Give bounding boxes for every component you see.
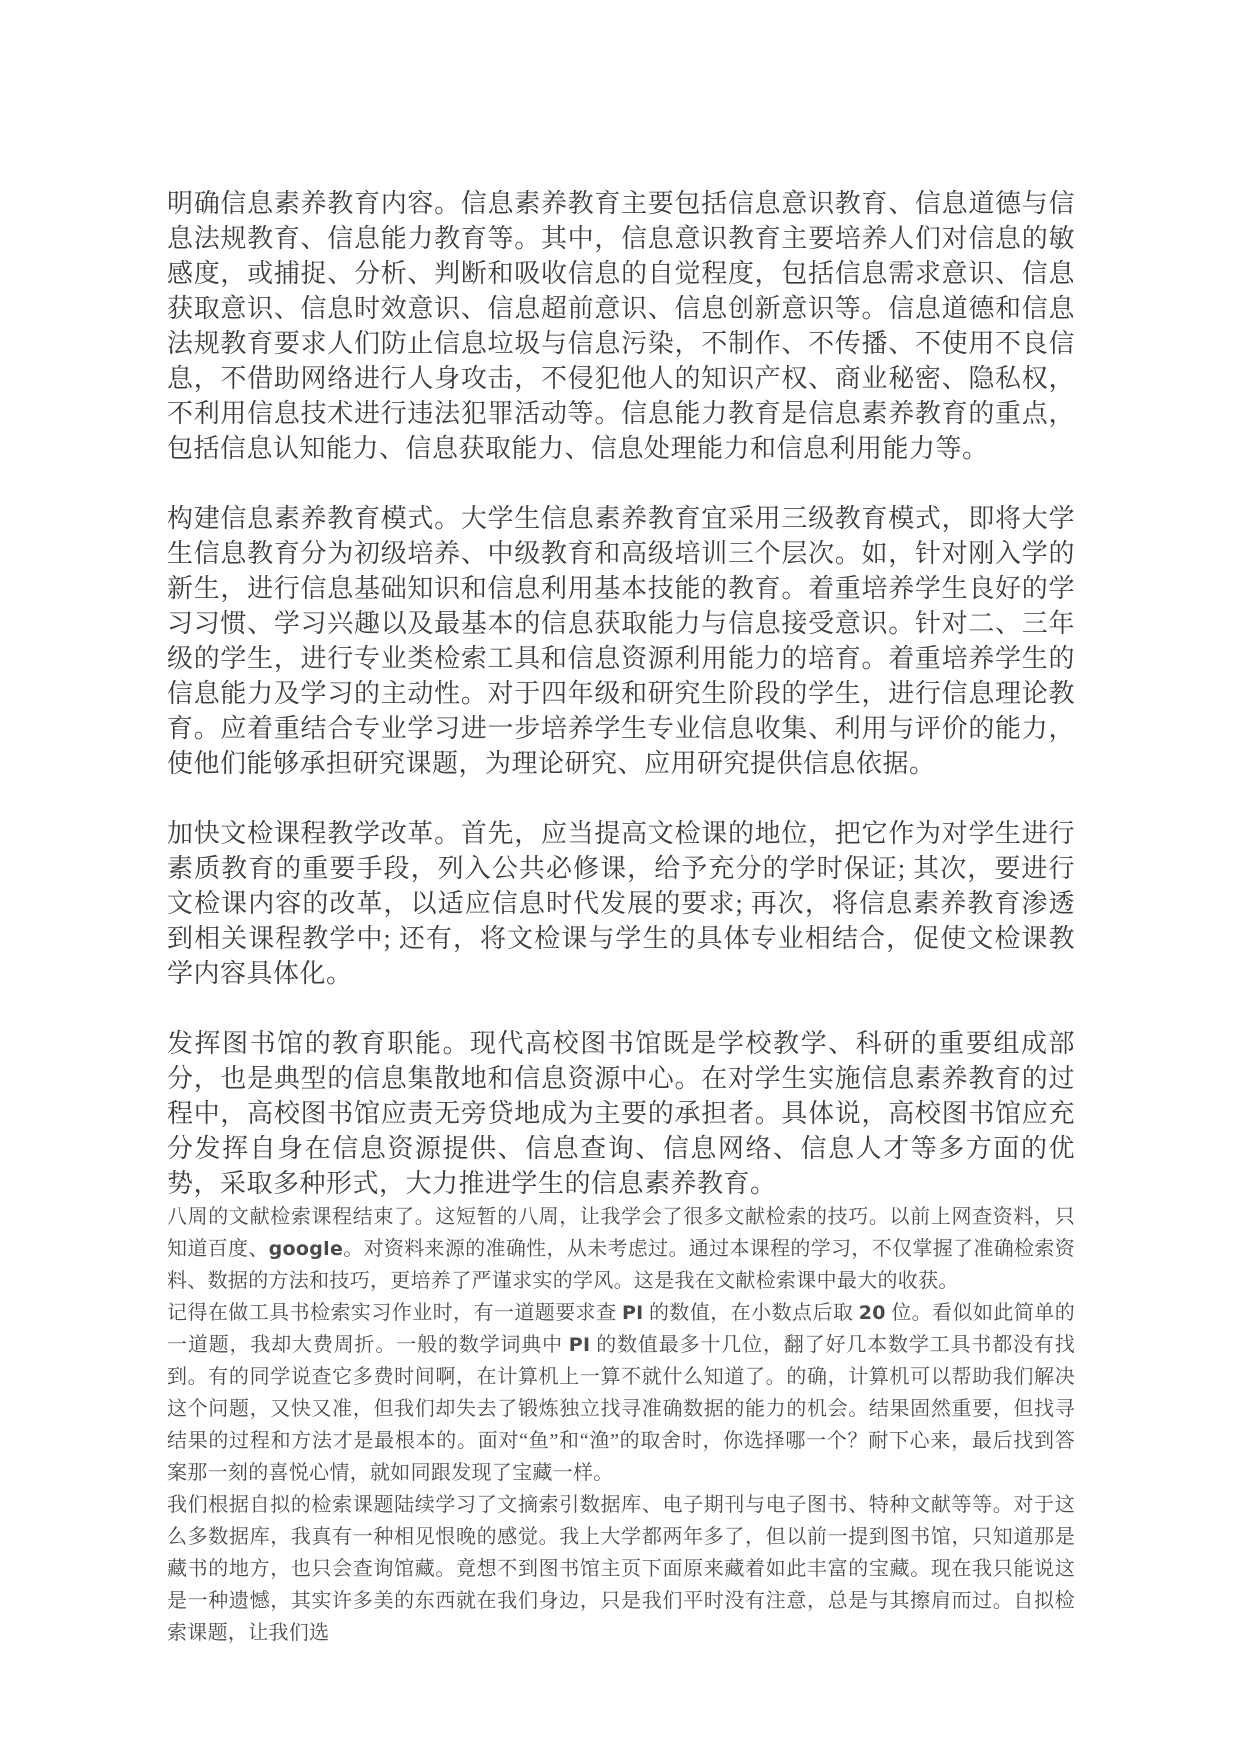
text-segment: 八周的文献检索课程结束了。这短暂的八周，让我学会了很多文献检索的技巧。以前上网查资料，只知道百度、: [167, 1206, 1075, 1260]
text-segment: 。对资料来源的准确性，从未考虑过。通过本课程的学习，不仅掌握了准确检索资料、数据的方法和技巧，更培养了严谨求实的学风。这是我在文献检索课中最大的收获。: [167, 1238, 1075, 1292]
reflection-text-block: [167, 1201, 1075, 1649]
paragraph-education-model: [167, 501, 1075, 781]
paragraph-course-reform: [167, 816, 1075, 991]
text-segment: 的数值最多十几位，翻了好几本数学工具书都没有找到。有的同学说查它多费时间啊，在计算机上一算不就什么知道了。的确，计算机可以帮助我们解决这个问题，又快又准，但我们却失去了锻炼独立找寻准确数据的能力的机会。结果固然重要，但找寻结果的过程和方法才是最根本的。面对“鱼”和“渔”的取舍时，你选择哪一个？耐下心来，最后找到答案那一刻的喜悦心情，就如同跟发现了宝藏一样。: [167, 1334, 1076, 1484]
reflection-paragraph-course-summary: [167, 1201, 1075, 1297]
paragraph-library-role: [167, 1026, 1075, 1201]
text-segment: 发挥图书馆的教育职能。现代高校图书馆既是学校教学、科研的重要组成部分，也是典型的信息集散地和信息资源中心。在对学生实施信息素养教育的过程中，高校图书馆应责无旁贷地成为主要的承担者。具体说，高校图书馆应充分发挥自身在信息资源提供、信息查询、信息网络、信息人才等多方面的优势，采取多种形式，大力推进学生的信息素养教育。: [167, 1029, 1075, 1198]
bold-text-segment: 20: [858, 1302, 886, 1324]
text-segment: 明确信息素养教育内容。信息素养教育主要包括信息意识教育、信息道德与信息法规教育、信息能力教育等。其中，信息意识教育主要培养人们对信息的敏感度，或捕捉、分析、判断和吸收信息的自觉程度，包括信息需求意识、信息获取意识、信息时效意识、信息超前意识、信息创新意识等。信息道德和信息法规教育要求人们防止信息垃圾与信息污染，不制作、不传播、不使用不良信息，不借助网络进行人身攻击，不侵犯他人的知识产权、商业秘密、隐私权，不利用信息技术进行违法犯罪活动等。信息能力教育是信息素养教育的重点，包括信息认知能力、信息获取能力、信息处理能力和信息利用能力等。: [167, 189, 1075, 463]
paragraph-info-literacy-content: [167, 186, 1075, 466]
reflection-paragraph-databases: [167, 1489, 1075, 1649]
bold-text-segment: PI: [568, 1334, 591, 1356]
bold-text-segment: PI: [621, 1302, 644, 1324]
text-segment: 记得在做工具书检索实习作业时，有一道题要求查: [167, 1302, 622, 1324]
reflection-paragraph-pi-search: [167, 1297, 1075, 1489]
text-segment: 的数值，在小数点后取: [643, 1302, 859, 1324]
text-segment: 位。看似如此简单的一道题，我却大费周折。一般的数学词典中: [167, 1302, 1076, 1356]
text-segment: 加快文检课程教学改革。首先，应当提高文检课的地位，把它作为对学生进行素质教育的重要手段，列入公共必修课，给予充分的学时保证; 其次，要进行文检课内容的改革，以适应信息时代发展的要求; 再次，将信息素养教育渗透到相关课程教学中; 还有，将文检课与学生的具体专业相结合，促使文检课教学内容具体化。: [167, 819, 1075, 988]
text-segment: 我们根据自拟的检索课题陆续学习了文摘索引数据库、电子期刊与电子图书、特种文献等等。对于这么多数据库，我真有一种相见恨晚的感觉。我上大学都两年多了，但以前一提到图书馆，只知道那是藏书的地方，也只会查询馆藏。竟想不到图书馆主页下面原来藏着如此丰富的宝藏。现在我只能说这是一种遗憾，其实许多美的东西就在我们身边，只是我们平时没有注意，总是与其擦肩而过。自拟检索课题，让我们选: [167, 1494, 1075, 1644]
main-text-block: [167, 186, 1075, 1201]
bold-text-segment: google: [268, 1238, 344, 1260]
text-segment: 构建信息素养教育模式。大学生信息素养教育宜采用三级教育模式，即将大学生信息教育分为初级培养、中级教育和高级培训三个层次。如，针对刚入学的新生，进行信息基础知识和信息利用基本技能的教育。着重培养学生良好的学习习惯、学习兴趣以及最基本的信息获取能力与信息接受意识。针对二、三年级的学生，进行专业类检索工具和信息资源利用能力的培育。着重培养学生的信息能力及学习的主动性。对于四年级和研究生阶段的学生，进行信息理论教育。应着重结合专业学习进一步培养学生专业信息收集、利用与评价的能力，使他们能够承担研究课题，为理论研究、应用研究提供信息依据。: [167, 504, 1075, 778]
